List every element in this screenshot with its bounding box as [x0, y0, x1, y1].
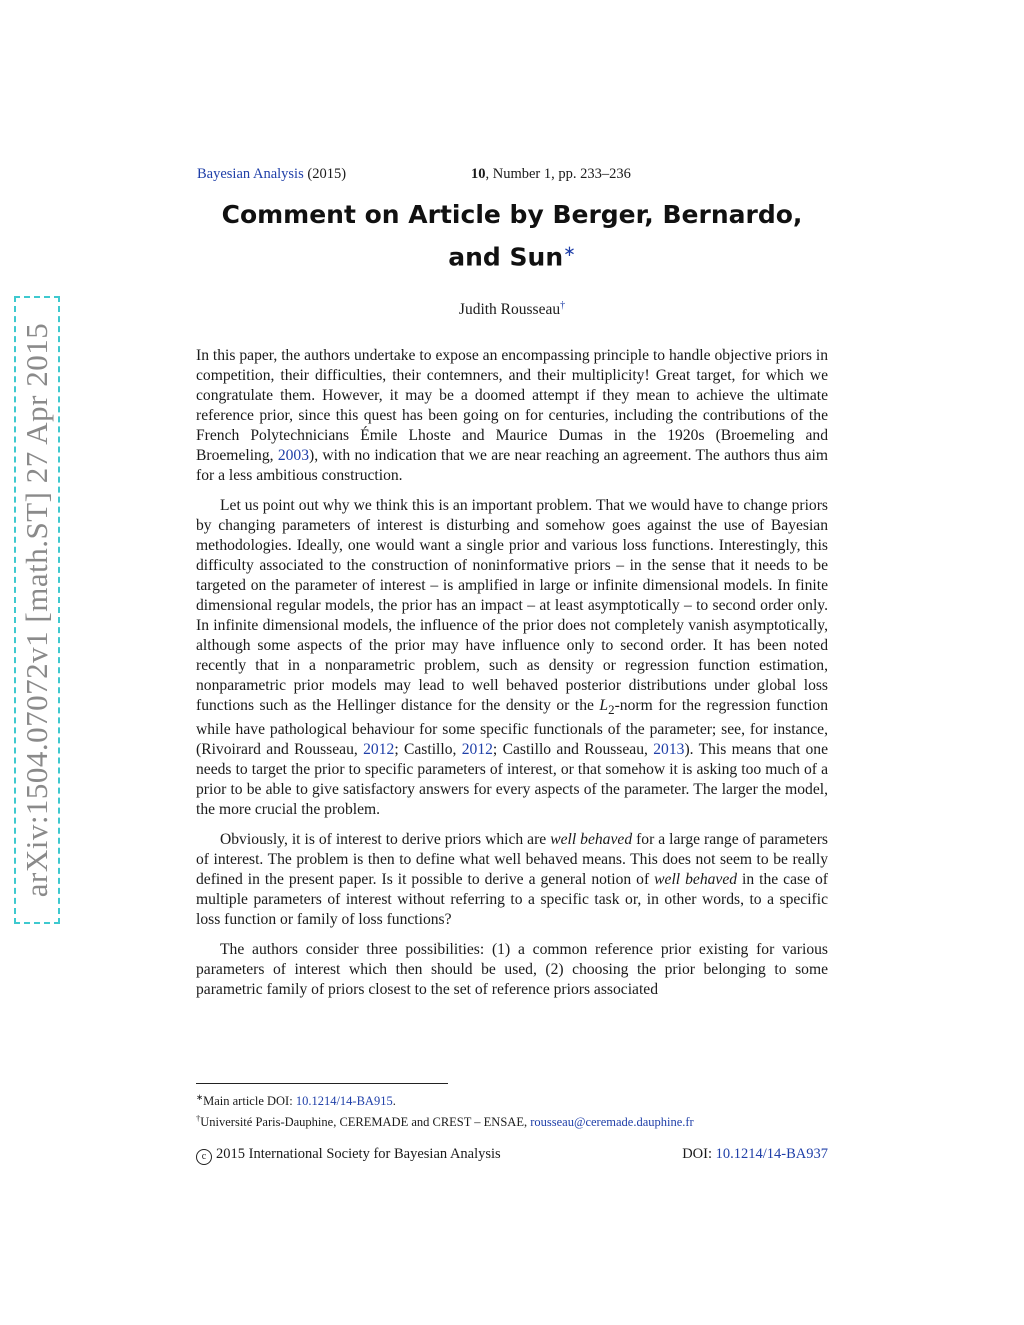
- footnote-1-end: .: [392, 1094, 396, 1109]
- doi-label: DOI:: [682, 1146, 716, 1162]
- title-line-2: [197, 233, 827, 275]
- article-title: [197, 196, 827, 275]
- title-line-2-text: and Sun: [448, 242, 564, 272]
- author-name: Judith Rousseau: [458, 301, 561, 319]
- p2-text-a: Let us point out why we think this is an important problem. That we would have to change priors by changing parameters of interest is disturbing and somehow goes against the use of Bayesian methodologies. Ideally, one would want a single prior and various loss functions. Interestingly, this difficulty associated to the construction of noninformative priors – in the sense that it needs to be targeted on the parameter of interest – is amplified in large or infinite dimensional models. In finite dimensional regular models, the prior has an impact – at least asymptotically – to second order only. In infinite dimensional models, the influence of the prior does not completely vanish asymptotically, although some aspects of the prior may have influence only to second order. It has been noted recently that in a nonparametric problem, such as density or regression function estimation, nonparametric prior models may lead to well behaved posterior distributions under global loss functions such as the Hellinger distance for the density or the: [196, 497, 828, 714]
- l2-norm-subscript: 2: [608, 702, 615, 718]
- footnote-1-mark: ∗: [196, 1092, 204, 1102]
- citation-castillo-2012[interactable]: 2012: [461, 741, 493, 759]
- p2-text-d: ; Castillo and Rousseau,: [492, 741, 654, 759]
- footnote-divider: [196, 1083, 448, 1084]
- footnotes: [196, 1089, 828, 1131]
- p2-text-c: ; Castillo,: [394, 741, 462, 759]
- article-body: [196, 346, 828, 1010]
- p3-text-a: Obviously, it is of interest to derive priors which are: [220, 831, 551, 849]
- footnote-2-mark: †: [196, 1113, 201, 1124]
- p2-text-b: -norm for the regression function while have pathological behaviour for some specific functionals of the parameter; see, for instance, (Rivoirard and Rousseau,: [196, 697, 828, 759]
- volume-info: [471, 166, 631, 183]
- journal-link[interactable]: Bayesian Analysis: [197, 166, 304, 182]
- author-email-link[interactable]: rousseau@ceremade.dauphine.fr: [530, 1115, 694, 1130]
- journal-citation: [197, 166, 346, 183]
- emphasis-well-behaved-2: well behaved: [654, 871, 738, 889]
- citation-rivoirard-2012[interactable]: 2012: [363, 741, 395, 759]
- article-doi: [682, 1146, 828, 1163]
- paragraph-3: [196, 830, 828, 930]
- volume-number: 10: [471, 166, 486, 182]
- l2-norm-symbol: L: [599, 697, 609, 714]
- arxiv-stamp: [14, 296, 60, 924]
- main-article-doi-link[interactable]: 10.1214/14-BA915: [295, 1094, 393, 1109]
- paragraph-2: [196, 496, 828, 820]
- footnote-main-article: [196, 1089, 828, 1110]
- citation-castillo-rousseau-2013[interactable]: 2013: [653, 741, 685, 759]
- title-footnote-mark[interactable]: ∗: [563, 242, 576, 260]
- arxiv-identifier: arXiv:1504.07072v1 [math.ST] 27 Apr 2015: [19, 322, 54, 898]
- emphasis-well-behaved-1: well behaved: [550, 831, 633, 849]
- p1-text-a: In this paper, the authors undertake to expose an encompassing principle to handle objective priors in competition, their difficulties, their contemners, and their multiplicity! Great target, for which we congratulate them. However, it may be a doomed attempt if they mean to achieve the ultimate reference prior, since this quest has been going on for centuries, including the contributions of the French Polytechnicians Émile Lhoste and Maurice Dumas in the 1920s (Broemeling and Broemeling,: [196, 347, 828, 464]
- issue-pages: , Number 1, pp. 233–236: [485, 166, 631, 182]
- paragraph-4: [196, 940, 828, 1000]
- author-affiliation: Université Paris-Dauphine, CEREMADE and CREST – ENSAE,: [200, 1115, 531, 1130]
- citation-broemeling-2003[interactable]: 2003: [277, 447, 310, 464]
- journal-year: (2015): [307, 166, 347, 182]
- author-footnote-mark[interactable]: †: [560, 300, 566, 311]
- title-line-1: Comment on Article by Berger, Bernardo,: [221, 200, 803, 229]
- footnote-affiliation: [196, 1110, 828, 1131]
- copyright-notice: [196, 1146, 501, 1165]
- p1-text-b: ), with no indication that we are near reaching an agreement. The authors thus aim for a less ambitious construction.: [196, 447, 828, 484]
- p3-text-b: for a large range of parameters of interest. The problem is then to define what well behaved means. This does not seem to be really defined in the present paper. Is it possible to derive a general notion of: [196, 831, 828, 889]
- p2-text-e: ). This means that one needs to target the prior to specific parameters of interest, or that somehow it is asking too much of a prior to be able to give satisfactory answers for every aspects of the parameter. The larger the model, the more crucial the problem.: [196, 741, 829, 819]
- paragraph-1: [196, 346, 828, 486]
- p4-text: The authors consider three possibilities: (1) a common reference prior existing for various parameters of interest which then should be used, (2) choosing the prior belonging to some parametric family of priors closest to the set of reference priors associated: [196, 941, 828, 999]
- p3-text-c: in the case of multiple parameters of interest without referring to a specific task or, in other words, to a specific loss function or family of loss functions?: [196, 871, 828, 929]
- article-doi-link[interactable]: 10.1214/14-BA937: [715, 1146, 828, 1162]
- copyright-text: 2015 International Society for Bayesian Analysis: [216, 1146, 501, 1162]
- author: [197, 300, 827, 319]
- copyright-icon: c: [196, 1149, 212, 1165]
- footnote-1-label: Main article DOI:: [203, 1094, 296, 1109]
